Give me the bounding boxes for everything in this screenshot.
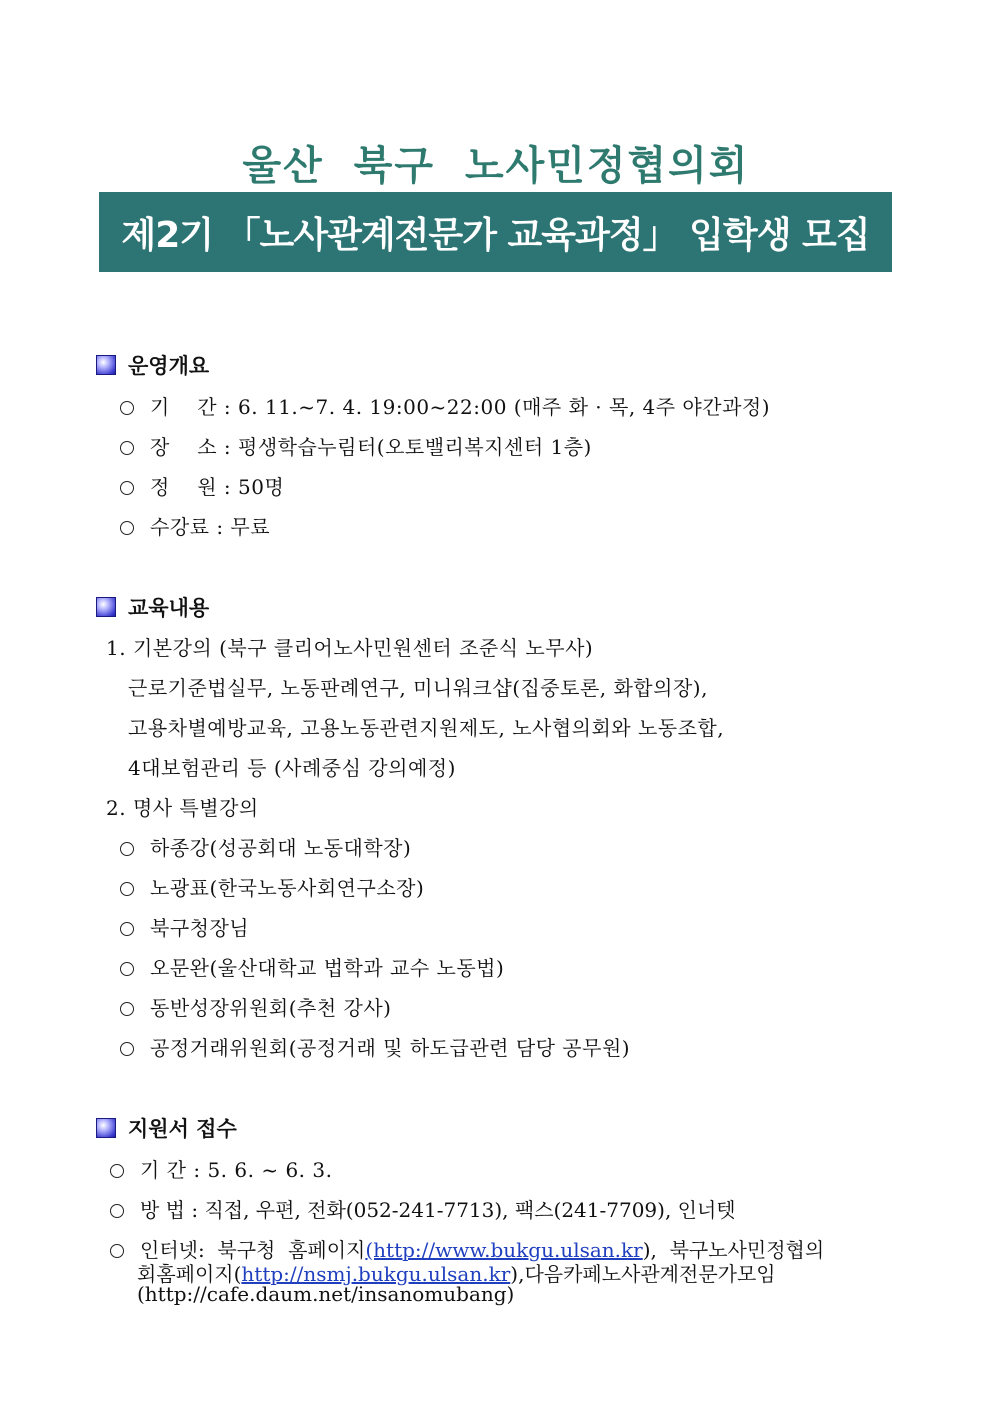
speaker-name: 노광표(한국노동사회연구소장) xyxy=(150,876,425,900)
section-heading: 운영개요 xyxy=(128,354,210,378)
circle-bullet-icon xyxy=(120,882,134,896)
circle-bullet-icon xyxy=(120,1042,134,1056)
circle-bullet-icon xyxy=(120,441,134,455)
overview-place: 장 소 : 평생학습누림터(오토밸리복지센터 1층) xyxy=(120,431,592,460)
overview-fee: 수강료 : 무료 xyxy=(120,511,270,540)
basic-lecture-line: 근로기준법실무, 노동판례연구, 미니워크샵(집중토론, 화합의장), xyxy=(128,676,708,700)
circle-bullet-icon xyxy=(120,401,134,415)
internet-prefix: 인터넷: 북구청 홈페이지 xyxy=(140,1238,366,1262)
overview-value: 6. 11.~7. 4. 19:00~22:00 (매주 화 · 목, 4주 야간과정) xyxy=(238,395,771,419)
section-heading: 교육내용 xyxy=(128,596,210,620)
overview-period: 기 간 : 6. 11.~7. 4. 19:00~22:00 (매주 화 · 목, 4주 야간과정) xyxy=(120,391,770,420)
nsmj-homepage-link[interactable]: http://nsmj.bukgu.ulsan.kr xyxy=(241,1262,511,1286)
speaker-name: 공정거래위원회(공정거래 및 하도급관련 담당 공무원) xyxy=(150,1036,631,1060)
overview-value: 평생학습누림터(오토밸리복지센터 1층) xyxy=(238,435,592,459)
speaker-name: 하종강(성공회대 노동대학장) xyxy=(150,836,412,860)
list-item xyxy=(120,992,391,1021)
speaker-name: 북구청장님 xyxy=(150,916,250,940)
section-heading: 지원서 접수 xyxy=(128,1117,237,1141)
special-lecture-title: 2. 명사 특별강의 xyxy=(106,796,259,820)
basic-lecture-title: 1. 기본강의 (북구 클리어노사민원센터 조준식 노무사) xyxy=(106,636,594,660)
overview-label: 장 소 xyxy=(150,435,218,459)
application-method xyxy=(110,1194,736,1223)
cafe-link[interactable]: (http://cafe.daum.net/insanomubang) xyxy=(137,1282,515,1306)
list-item xyxy=(120,832,411,861)
application-method-text: 방 법 : 직접, 우편, 전화(052-241-7713), 팩스(241-7709), 인너텟 xyxy=(140,1198,736,1222)
circle-bullet-icon xyxy=(120,842,134,856)
overview-capacity: 정 원 : 50명 xyxy=(120,471,284,500)
internet-line2-suffix: ),다음카페노사관계전문가모임 xyxy=(510,1262,776,1286)
basic-lecture-line: 고용차별예방교육, 고용노동관련지원제도, 노사협의회와 노동조합, xyxy=(128,716,725,740)
application-period xyxy=(110,1154,332,1183)
bukgu-homepage-link[interactable]: (http://www.bukgu.ulsan.kr xyxy=(365,1238,643,1262)
internet-mid: ), 북구노사민정협의 xyxy=(642,1238,825,1262)
square-bullet-icon xyxy=(96,597,116,617)
section-content xyxy=(96,592,209,622)
circle-bullet-icon xyxy=(120,922,134,936)
circle-bullet-icon xyxy=(120,521,134,535)
overview-label: 정 원 xyxy=(150,475,218,499)
overview-value: 무료 xyxy=(230,515,271,539)
overview-label: 수강료 xyxy=(150,515,210,539)
circle-bullet-icon xyxy=(110,1244,124,1258)
list-item xyxy=(120,872,424,901)
square-bullet-icon xyxy=(96,355,116,375)
speaker-name: 오문완(울산대학교 법학과 교수 노동법) xyxy=(150,956,505,980)
circle-bullet-icon xyxy=(120,962,134,976)
basic-lecture-line: 4대보험관리 등 (사례중심 강의예정) xyxy=(128,756,456,780)
circle-bullet-icon xyxy=(110,1204,124,1218)
section-application xyxy=(96,1113,237,1143)
speaker-name: 동반성장위원회(추천 강사) xyxy=(150,996,392,1020)
application-period-text: 기 간 : 5. 6. ~ 6. 3. xyxy=(140,1158,333,1182)
section-overview xyxy=(96,350,209,380)
internet-line2-prefix: 회홈페이지( xyxy=(137,1262,242,1286)
overview-value: 50명 xyxy=(238,475,285,499)
title-banner: 제2기 「노사관계전문가 교육과정」 입학생 모집 xyxy=(99,192,892,272)
list-item xyxy=(120,1032,630,1061)
list-item xyxy=(120,912,249,941)
list-item xyxy=(120,952,504,981)
overview-label: 기 간 xyxy=(150,395,218,419)
square-bullet-icon xyxy=(96,1118,116,1138)
org-title: 울산 북구 노사민정협의회 xyxy=(242,143,750,189)
circle-bullet-icon xyxy=(120,1002,134,1016)
circle-bullet-icon xyxy=(110,1164,124,1178)
circle-bullet-icon xyxy=(120,481,134,495)
